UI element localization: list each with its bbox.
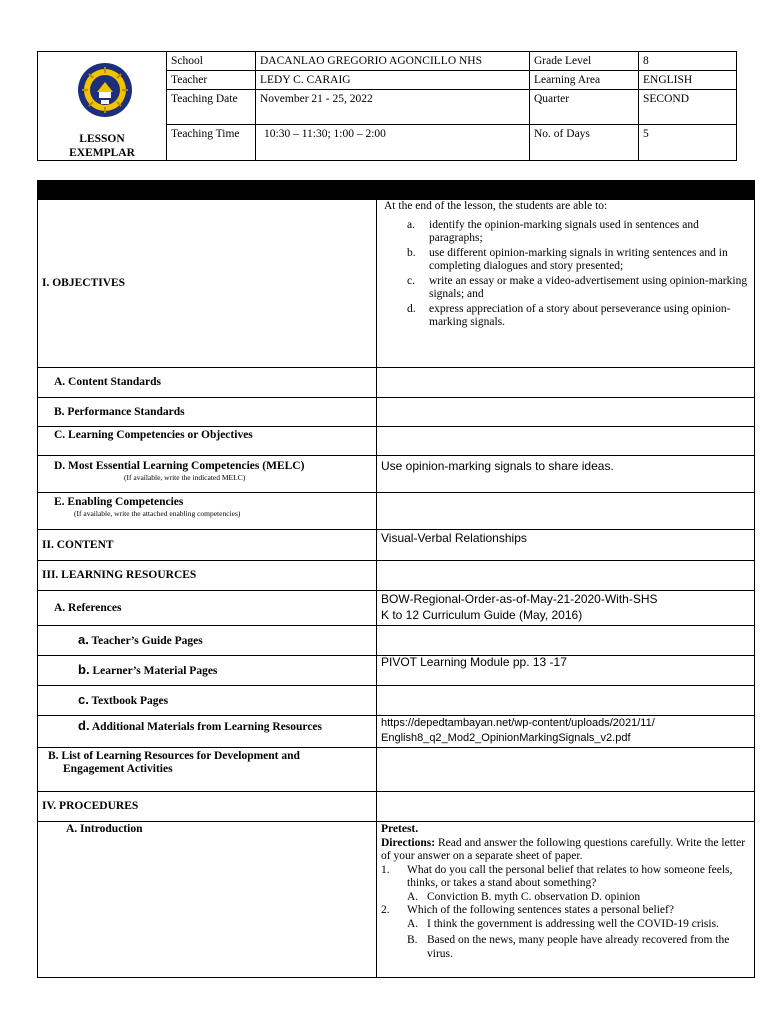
teaching-date-value: November 21 - 25, 2022 xyxy=(256,90,530,124)
melc-label: D. Most Essential Learning Competencies (MELC) xyxy=(54,460,305,472)
objectives-intro: At the end of the lesson, the students are able to: xyxy=(384,200,608,212)
question-1-options: A. Conviction B. myth C. observation D. opinion xyxy=(407,890,641,903)
lesson-title: LESSON EXEMPLAR xyxy=(69,133,135,159)
school-value: DACANLAO GREGORIO AGONCILLO NHS xyxy=(256,52,530,71)
melc-note: (If available, write the indicated MELC) xyxy=(124,473,246,482)
teaching-time-label: Teaching Time xyxy=(167,124,256,160)
area-value: ENGLISH xyxy=(639,71,737,90)
table-row xyxy=(38,716,755,748)
teaching-date-label: Teaching Date xyxy=(167,90,256,124)
grade-label: Grade Level xyxy=(530,52,639,71)
directions-text: Directions: Read and answer the following questions carefully. Write the letter of your answer on a separate sheet of paper. xyxy=(381,836,746,862)
learning-competencies-label: C. Learning Competencies or Objectives xyxy=(38,427,377,456)
question-1: 1. What do you call the personal belief that relates to how someone feels, thinks, or takes a stand about something? xyxy=(381,863,733,889)
pretest-heading: Pretest. xyxy=(381,823,419,835)
teachers-guide-label: a. Teacher’s Guide Pages xyxy=(38,626,377,656)
introduction-content xyxy=(377,822,755,978)
list-item: d. express appreciation of a story about perseverance using opinion-marking signals. xyxy=(407,303,731,328)
enabling-cell xyxy=(38,493,377,530)
table-row xyxy=(38,456,755,493)
table-row xyxy=(38,398,755,427)
header-table xyxy=(37,51,737,161)
textbook-label: c. Textbook Pages xyxy=(38,686,377,716)
table-row xyxy=(38,626,755,656)
objectives-row xyxy=(38,200,755,368)
additional-materials-value: https://depedtambayan.net/wp-content/uploads/2021/11/ English8_q2_Mod2_OpinionMarkingSignals_v2.pdf xyxy=(377,716,755,748)
quarter-label: Quarter xyxy=(530,90,639,124)
melc-value: Use opinion-marking signals to share ideas. xyxy=(377,456,755,493)
list-item: c. write an essay or make a video-advertisement using opinion-marking signals; and xyxy=(407,275,748,300)
teaching-time-value: 10:30 – 11:30; 1:00 – 2:00 xyxy=(256,124,530,160)
question-2-option-b: B. Based on the news, many people have already recovered from the virus. xyxy=(407,934,730,960)
list-item: b. use different opinion-marking signals in writing sentences and in completing dialogues and story presented; xyxy=(407,247,728,272)
logo-cell xyxy=(38,52,167,161)
references-value: BOW-Regional-Order-as-of-May-21-2020-With-SHS K to 12 Curriculum Guide (May, 2016) xyxy=(377,591,755,626)
table-row xyxy=(38,792,755,822)
content-value: Visual-Verbal Relationships xyxy=(377,530,755,561)
procedures-label: IV. PROCEDURES xyxy=(38,792,377,822)
objectives-label: I. OBJECTIVES xyxy=(38,200,377,368)
list-item: a. identify the opinion-marking signals used in sentences and paragraphs; xyxy=(407,219,699,244)
table-row xyxy=(38,748,755,792)
school-label: School xyxy=(167,52,256,71)
introduction-label: A. Introduction xyxy=(38,822,377,978)
question-2-option-a: A. I think the government is addressing well the COVID-19 crisis. xyxy=(407,917,719,930)
enabling-label: E. Enabling Competencies xyxy=(54,496,184,508)
table-row xyxy=(38,591,755,626)
teacher-value: LEDY C. CARAIG xyxy=(256,71,530,90)
grade-value: 8 xyxy=(639,52,737,71)
resources-label: III. LEARNING RESOURCES xyxy=(38,561,377,591)
objectives-content xyxy=(377,200,755,368)
table-row xyxy=(38,822,755,978)
table-row xyxy=(38,530,755,561)
table-row xyxy=(38,656,755,686)
table-row xyxy=(38,686,755,716)
days-label: No. of Days xyxy=(530,124,639,160)
school-seal-icon xyxy=(77,62,133,118)
days-value: 5 xyxy=(639,124,737,160)
content-label: II. CONTENT xyxy=(38,530,377,561)
enabling-note: (If available, write the attached enabling competencies) xyxy=(74,509,241,518)
table-header-bar xyxy=(38,181,755,200)
melc-cell xyxy=(38,456,377,493)
objectives-list xyxy=(381,219,750,329)
resources-list-label: B. List of Learning Resources for Development and Engagement Activities xyxy=(38,748,377,792)
lesson-table xyxy=(37,180,755,978)
table-row xyxy=(38,493,755,530)
quarter-value: SECOND xyxy=(639,90,737,124)
content-standards-label: A. Content Standards xyxy=(38,368,377,398)
area-label: Learning Area xyxy=(530,71,639,90)
performance-standards-label: B. Performance Standards xyxy=(38,398,377,427)
teacher-label: Teacher xyxy=(167,71,256,90)
question-2: 2. Which of the following sentences states a personal belief? xyxy=(381,904,674,916)
learners-material-value: PIVOT Learning Module pp. 13 -17 xyxy=(377,656,755,686)
references-label: A. References xyxy=(38,591,377,626)
table-row xyxy=(38,368,755,398)
table-row xyxy=(38,561,755,591)
table-row xyxy=(38,427,755,456)
learners-material-label: b. Learner’s Material Pages xyxy=(38,656,377,686)
additional-materials-label: d. Additional Materials from Learning Resources xyxy=(38,716,377,748)
